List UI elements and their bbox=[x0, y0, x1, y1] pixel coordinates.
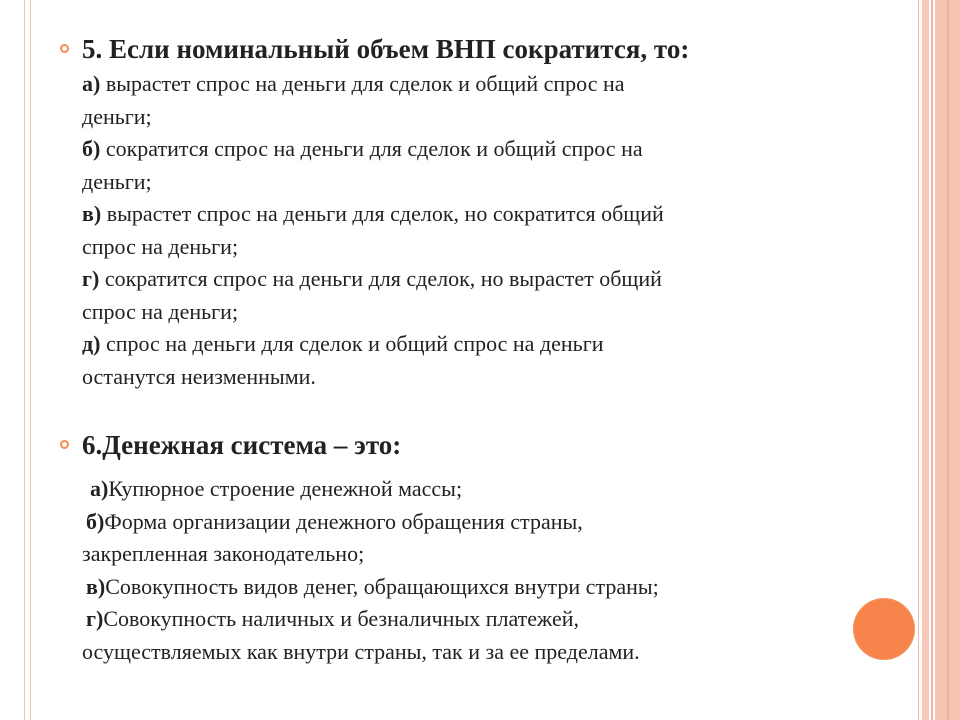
slide-content bbox=[60, 30, 890, 668]
decorative-stripe bbox=[918, 0, 919, 720]
question-5 bbox=[60, 30, 890, 393]
question-6-title: 6.Денежная система – это: bbox=[82, 430, 402, 460]
option-letter: в) bbox=[82, 201, 102, 226]
option-text: вырастет спрос на деньги для сделок и общий спрос на bbox=[100, 71, 625, 96]
frame-line bbox=[30, 0, 31, 720]
option-continuation: останутся неизменными. bbox=[82, 363, 316, 389]
option-continuation: деньги; bbox=[82, 103, 152, 129]
option bbox=[82, 506, 890, 539]
bullet-icon bbox=[60, 44, 69, 53]
option-letter: г) bbox=[86, 606, 104, 631]
bullet-icon bbox=[60, 440, 69, 449]
option-continuation: осуществляемых как внутри страны, так и за ее пределами. bbox=[82, 638, 640, 664]
frame-line bbox=[24, 0, 25, 720]
option-continuation: спрос на деньги; bbox=[82, 298, 239, 324]
option-text: сократится спрос на деньги для сделок и общий спрос на bbox=[100, 136, 643, 161]
option bbox=[82, 473, 890, 506]
option-text: сократится спрос на деньги для сделок, но вырастет общий bbox=[99, 266, 662, 291]
decorative-stripe bbox=[947, 0, 949, 720]
option-letter: б) bbox=[86, 508, 105, 534]
option-text: Совокупность наличных и безналичных платежей, bbox=[103, 606, 580, 631]
option bbox=[82, 68, 890, 101]
option bbox=[82, 198, 890, 231]
option-text: спрос на деньги для сделок и общий спрос на деньги bbox=[100, 331, 604, 356]
option bbox=[82, 603, 890, 636]
option bbox=[82, 263, 890, 296]
question-6-options bbox=[82, 473, 890, 668]
option-letter: а) bbox=[90, 476, 109, 501]
option-letter: г) bbox=[82, 266, 100, 291]
question-6 bbox=[60, 426, 890, 668]
option bbox=[82, 328, 890, 361]
option-letter: а) bbox=[82, 71, 101, 96]
question-5-title: 5. Если номинальный объем ВНП сократится, то: bbox=[82, 34, 690, 64]
option-text: Купюрное строение денежной массы; bbox=[108, 476, 463, 501]
option-continuation: спрос на деньги; bbox=[82, 233, 239, 259]
option-text: Форма организации денежного обращения страны, bbox=[104, 508, 583, 534]
option bbox=[82, 133, 890, 166]
option-letter: б) bbox=[82, 136, 101, 161]
option-continuation: деньги; bbox=[82, 168, 152, 194]
question-5-options bbox=[82, 68, 890, 393]
option-text: Совокупность видов денег, обращающихся внутри страны; bbox=[105, 573, 659, 599]
option-letter: д) bbox=[82, 331, 101, 356]
decorative-stripe bbox=[931, 0, 933, 720]
option-text: вырастет спрос на деньги для сделок, но сократится общий bbox=[101, 201, 664, 226]
option-letter: в) bbox=[86, 573, 106, 599]
option bbox=[82, 571, 890, 604]
option-continuation: закрепленная законодательно; bbox=[82, 541, 365, 566]
decorative-stripe bbox=[922, 0, 929, 720]
